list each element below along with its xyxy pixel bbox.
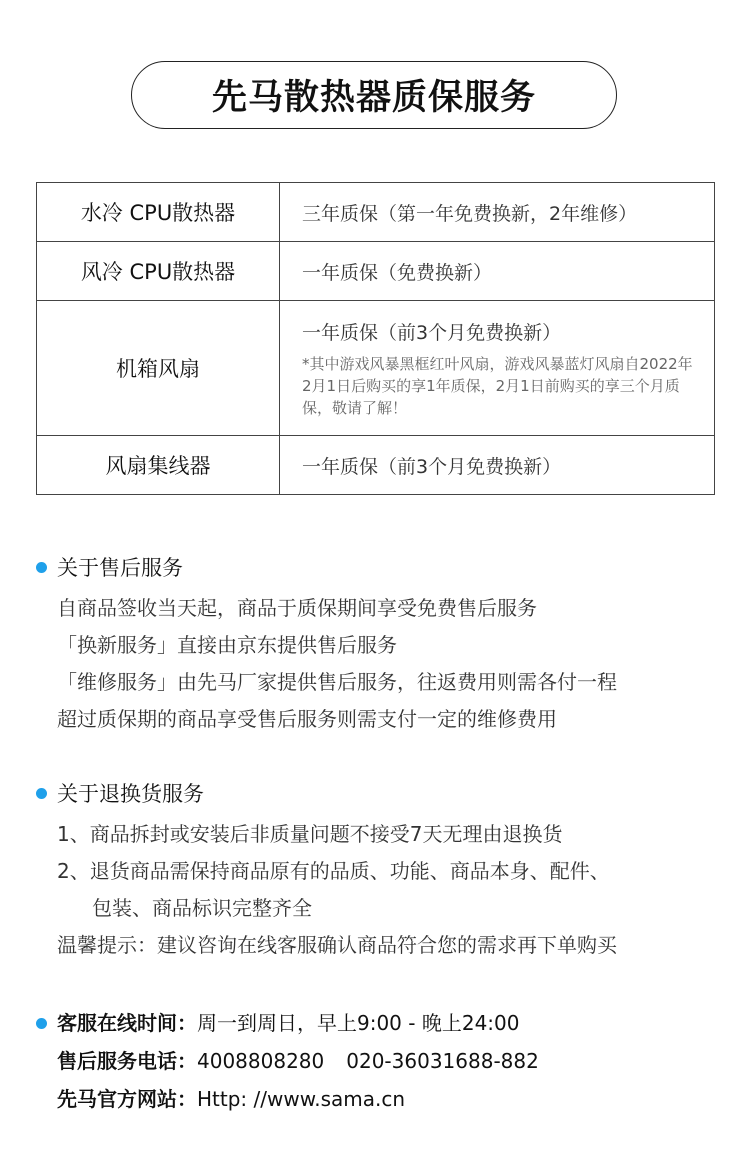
official-site-label: 先马官方网站： [57,1087,197,1111]
official-site-url: Http: //www.sama.cn [197,1087,406,1111]
table-row [37,183,715,242]
service-hours-label: 客服在线时间： [57,1011,197,1035]
returns-line: 2、退货商品需保持商品原有的品质、功能、商品本身、配件、 [57,859,610,883]
policy-cell [280,301,715,436]
contact-section [36,1004,726,1118]
phone-number-2: 020-36031688-882 [346,1049,539,1073]
phone-number-1: 4008808280 [197,1049,325,1073]
after-sales-line: 超过质保期的商品享受售后服务则需支付一定的维修费用 [57,707,557,731]
policy-text: 一年质保（免费换新） [302,261,493,284]
after-sales-section [36,552,726,738]
product-cell: 水冷 CPU散热器 [37,183,280,242]
bullet-dot-icon [36,1018,47,1029]
official-site [36,1080,726,1118]
policy-cell [280,242,715,301]
service-phone [36,1042,726,1080]
policy-cell [280,183,715,242]
table-row [37,301,715,436]
product-cell: 机箱风扇 [37,301,280,436]
policy-text: 一年质保（前3个月免费换新） [302,321,562,344]
policy-text: 一年质保（前3个月免费换新） [302,455,562,478]
returns-line: 包装、商品标识完整齐全 [92,896,312,920]
section-heading [36,552,726,582]
policy-cell [280,436,715,495]
policy-note: *其中游戏风暴黑框红叶风扇，游戏风暴蓝灯风扇自2022年2月1日后购买的享1年质保，2月1日前购买的享三个月质保，敬请了解！ [302,354,693,417]
product-cell: 风冷 CPU散热器 [37,242,280,301]
returns-section [36,778,726,964]
page-title: 先马散热器质保服务 [131,61,617,129]
policy-text: 三年质保（第一年免费换新，2年维修） [302,202,638,225]
service-hours [36,1004,726,1042]
after-sales-line: 「维修服务」由先马厂家提供售后服务，往返费用则需各付一程 [57,670,617,694]
section-heading-text: 关于售后服务 [57,556,183,580]
returns-tip: 温馨提示：建议咨询在线客服确认商品符合您的需求再下单购买 [57,933,617,957]
service-phone-label: 售后服务电话： [57,1049,197,1073]
returns-line: 1、商品拆封或安装后非质量问题不接受7天无理由退换货 [57,822,563,846]
table-row [37,436,715,495]
bullet-dot-icon [36,562,47,573]
product-cell: 风扇集线器 [37,436,280,495]
section-heading-text: 关于退换货服务 [57,782,204,806]
after-sales-line: 自商品签收当天起，商品于质保期间享受免费售后服务 [57,596,537,620]
service-hours-value: 周一到周日，早上9:00 - 晚上24:00 [197,1011,520,1035]
after-sales-line: 「换新服务」直接由京东提供售后服务 [57,633,397,657]
warranty-table [36,182,715,495]
section-heading [36,778,726,808]
table-row [37,242,715,301]
bullet-dot-icon [36,788,47,799]
